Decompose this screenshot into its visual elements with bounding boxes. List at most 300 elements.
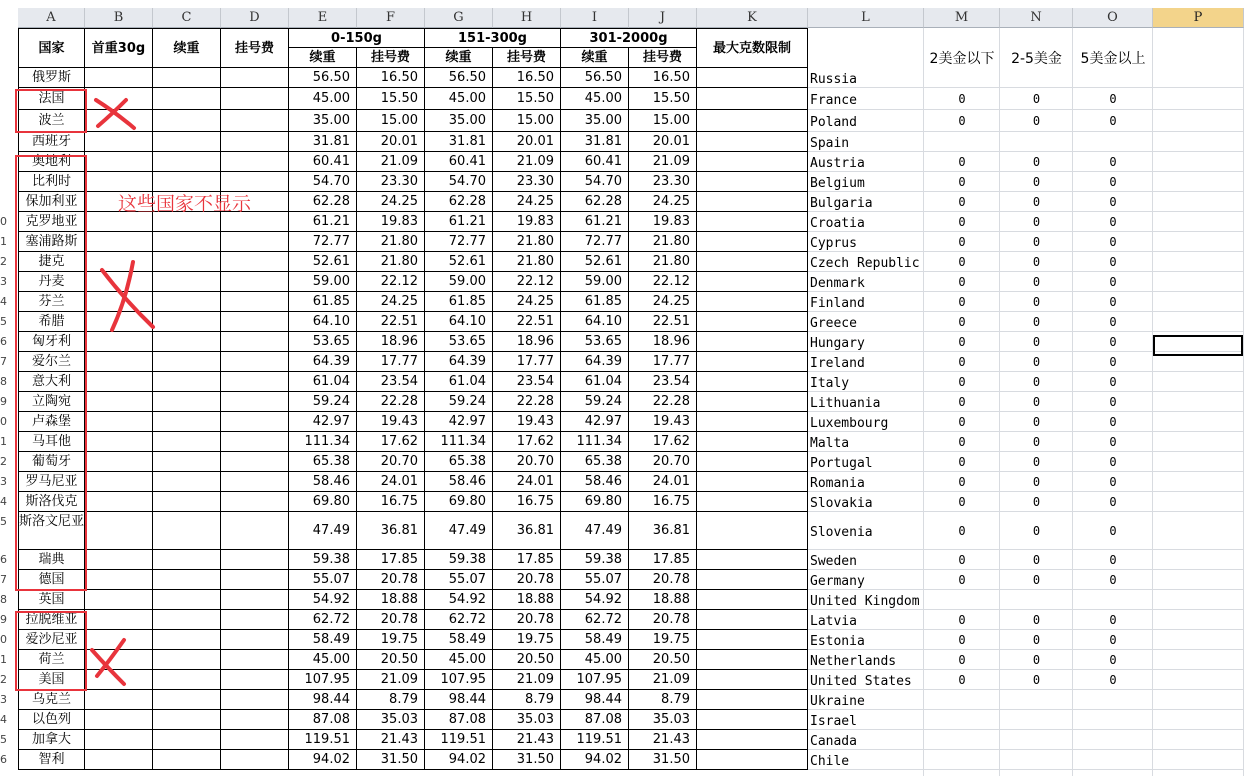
value-2-to-5-cell[interactable]: 0 bbox=[1032, 553, 1041, 567]
rate-continue-cell[interactable]: 53.65 bbox=[425, 332, 493, 352]
rate-register-cell[interactable]: 15.00 bbox=[493, 110, 561, 132]
value-over-5-cell[interactable]: 0 bbox=[1109, 395, 1117, 409]
rate-register-cell[interactable]: 24.01 bbox=[357, 472, 425, 492]
rate-continue-cell[interactable]: 87.08 bbox=[561, 710, 629, 730]
rate-continue-cell[interactable]: 56.50 bbox=[561, 68, 629, 88]
country-en-cell[interactable]: Finland bbox=[810, 296, 865, 311]
rate-continue-cell[interactable]: 62.72 bbox=[289, 610, 357, 630]
rate-continue-cell[interactable]: 64.39 bbox=[561, 352, 629, 372]
country-en-cell[interactable]: Romania bbox=[810, 476, 865, 491]
column-header-e[interactable]: E bbox=[289, 8, 357, 28]
rate-register-cell[interactable]: 18.96 bbox=[357, 332, 425, 352]
rate-register-cell[interactable]: 22.12 bbox=[493, 272, 561, 292]
rate-continue-cell[interactable]: 111.34 bbox=[425, 432, 493, 452]
rate-register-cell[interactable]: 19.43 bbox=[493, 412, 561, 432]
rate-continue-cell[interactable]: 59.00 bbox=[561, 272, 629, 292]
country-en-cell[interactable]: Sweden bbox=[810, 554, 857, 569]
row-number[interactable]: 4 bbox=[0, 295, 7, 308]
rate-continue-cell[interactable]: 42.97 bbox=[289, 412, 357, 432]
rate-register-cell[interactable]: 35.03 bbox=[357, 710, 425, 730]
country-en-cell[interactable]: Israel bbox=[810, 714, 857, 729]
country-cn-cell[interactable]: 塞浦路斯 bbox=[18, 232, 85, 252]
rate-continue-cell[interactable]: 61.04 bbox=[289, 372, 357, 392]
value-2-to-5-cell[interactable]: 0 bbox=[1032, 275, 1041, 289]
rate-continue-cell[interactable]: 56.50 bbox=[425, 68, 493, 88]
row-number[interactable]: 0 bbox=[0, 215, 7, 228]
column-header-j[interactable]: J bbox=[629, 8, 697, 28]
rate-continue-cell[interactable]: 54.70 bbox=[425, 172, 493, 192]
column-header-k[interactable]: K bbox=[697, 8, 808, 28]
rate-continue-cell[interactable]: 58.46 bbox=[561, 472, 629, 492]
value-over-5-cell[interactable]: 0 bbox=[1109, 573, 1117, 587]
rate-register-cell[interactable]: 22.28 bbox=[357, 392, 425, 412]
row-number[interactable]: 2 bbox=[0, 255, 7, 268]
rate-register-cell[interactable]: 16.75 bbox=[629, 492, 697, 512]
country-cn-cell[interactable]: 加拿大 bbox=[18, 730, 85, 750]
value-over-5-cell[interactable]: 0 bbox=[1109, 673, 1117, 687]
rate-continue-cell[interactable]: 61.85 bbox=[289, 292, 357, 312]
rate-continue-cell[interactable]: 59.00 bbox=[425, 272, 493, 292]
country-cn-cell[interactable]: 比利时 bbox=[18, 172, 85, 192]
rate-register-cell[interactable]: 21.80 bbox=[493, 252, 561, 272]
header-country[interactable]: 国家 bbox=[18, 28, 85, 68]
rate-register-cell[interactable]: 19.83 bbox=[493, 212, 561, 232]
rate-register-cell[interactable]: 21.43 bbox=[493, 730, 561, 750]
rate-register-cell[interactable]: 24.01 bbox=[629, 472, 697, 492]
country-en-cell[interactable]: Malta bbox=[810, 436, 850, 451]
rate-continue-cell[interactable]: 45.00 bbox=[561, 88, 629, 110]
rate-register-cell[interactable]: 21.80 bbox=[357, 232, 425, 252]
rate-continue-cell[interactable]: 94.02 bbox=[561, 750, 629, 770]
rate-continue-cell[interactable]: 59.24 bbox=[561, 392, 629, 412]
row-number[interactable]: 5 bbox=[0, 515, 7, 528]
rate-continue-cell[interactable]: 55.07 bbox=[289, 570, 357, 590]
rate-register-cell[interactable]: 19.83 bbox=[629, 212, 697, 232]
header-under-2[interactable]: 2美金以下 bbox=[929, 51, 995, 67]
value-2-to-5-cell[interactable]: 0 bbox=[1032, 235, 1041, 249]
rate-continue-cell[interactable]: 42.97 bbox=[561, 412, 629, 432]
column-header-h[interactable]: H bbox=[493, 8, 561, 28]
country-cn-cell[interactable]: 智利 bbox=[18, 750, 85, 770]
rate-register-cell[interactable]: 23.30 bbox=[493, 172, 561, 192]
rate-continue-cell[interactable]: 61.21 bbox=[289, 212, 357, 232]
rate-continue-cell[interactable]: 56.50 bbox=[289, 68, 357, 88]
value-2-to-5-cell[interactable]: 0 bbox=[1032, 395, 1041, 409]
value-over-5-cell[interactable]: 0 bbox=[1109, 475, 1117, 489]
value-over-5-cell[interactable]: 0 bbox=[1109, 495, 1117, 509]
value-2-to-5-cell[interactable]: 0 bbox=[1032, 435, 1041, 449]
rate-continue-cell[interactable]: 60.41 bbox=[561, 152, 629, 172]
rate-continue-cell[interactable]: 61.85 bbox=[425, 292, 493, 312]
rate-register-cell[interactable]: 20.78 bbox=[493, 610, 561, 630]
rate-continue-cell[interactable]: 65.38 bbox=[425, 452, 493, 472]
rate-continue-cell[interactable]: 45.00 bbox=[561, 650, 629, 670]
header-sub-register[interactable]: 挂号费 bbox=[493, 48, 561, 68]
rate-continue-cell[interactable]: 53.65 bbox=[289, 332, 357, 352]
rate-continue-cell[interactable]: 62.28 bbox=[425, 192, 493, 212]
rate-register-cell[interactable]: 16.75 bbox=[493, 492, 561, 512]
rate-register-cell[interactable]: 8.79 bbox=[629, 690, 697, 710]
rate-register-cell[interactable]: 23.30 bbox=[357, 172, 425, 192]
value-under-2-cell[interactable]: 0 bbox=[958, 114, 966, 128]
value-2-to-5-cell[interactable]: 0 bbox=[1032, 495, 1041, 509]
value-over-5-cell[interactable]: 0 bbox=[1109, 275, 1117, 289]
value-over-5-cell[interactable]: 0 bbox=[1109, 315, 1117, 329]
rate-continue-cell[interactable]: 98.44 bbox=[561, 690, 629, 710]
row-number[interactable]: 3 bbox=[0, 275, 7, 288]
value-2-to-5-cell[interactable]: 0 bbox=[1032, 215, 1041, 229]
rate-register-cell[interactable]: 20.78 bbox=[493, 570, 561, 590]
value-over-5-cell[interactable]: 0 bbox=[1109, 335, 1117, 349]
value-over-5-cell[interactable]: 0 bbox=[1109, 415, 1117, 429]
value-2-to-5-cell[interactable]: 0 bbox=[1032, 315, 1041, 329]
rate-register-cell[interactable]: 31.50 bbox=[629, 750, 697, 770]
rate-register-cell[interactable]: 15.50 bbox=[493, 88, 561, 110]
rate-register-cell[interactable]: 15.50 bbox=[357, 88, 425, 110]
rate-register-cell[interactable]: 20.70 bbox=[357, 452, 425, 472]
country-en-cell[interactable]: Czech Republic bbox=[810, 256, 920, 271]
value-under-2-cell[interactable]: 0 bbox=[958, 653, 966, 667]
rate-continue-cell[interactable]: 87.08 bbox=[425, 710, 493, 730]
rate-register-cell[interactable]: 24.25 bbox=[493, 292, 561, 312]
value-over-5-cell[interactable]: 0 bbox=[1109, 114, 1117, 128]
rate-continue-cell[interactable]: 61.85 bbox=[561, 292, 629, 312]
rate-register-cell[interactable]: 19.43 bbox=[357, 412, 425, 432]
value-under-2-cell[interactable]: 0 bbox=[958, 255, 966, 269]
country-cn-cell[interactable]: 爱尔兰 bbox=[18, 352, 85, 372]
country-en-cell[interactable]: Poland bbox=[810, 115, 857, 130]
column-header-b[interactable]: B bbox=[85, 8, 153, 28]
value-under-2-cell[interactable]: 0 bbox=[958, 215, 966, 229]
column-header-a[interactable]: A bbox=[18, 8, 85, 28]
rate-continue-cell[interactable]: 69.80 bbox=[425, 492, 493, 512]
row-number[interactable]: 5 bbox=[0, 315, 7, 328]
value-under-2-cell[interactable]: 0 bbox=[958, 455, 966, 469]
rate-continue-cell[interactable]: 54.70 bbox=[561, 172, 629, 192]
row-number[interactable]: 8 bbox=[0, 375, 7, 388]
rate-register-cell[interactable]: 15.00 bbox=[629, 110, 697, 132]
value-under-2-cell[interactable]: 0 bbox=[958, 435, 966, 449]
header-sub-continue[interactable]: 续重 bbox=[425, 48, 493, 68]
value-over-5-cell[interactable]: 0 bbox=[1109, 553, 1117, 567]
rate-register-cell[interactable]: 18.88 bbox=[493, 590, 561, 610]
rate-register-cell[interactable]: 35.03 bbox=[629, 710, 697, 730]
rate-continue-cell[interactable]: 98.44 bbox=[289, 690, 357, 710]
rate-continue-cell[interactable]: 45.00 bbox=[425, 650, 493, 670]
country-en-cell[interactable]: Russia bbox=[810, 72, 857, 87]
rate-register-cell[interactable]: 35.03 bbox=[493, 710, 561, 730]
rate-continue-cell[interactable]: 55.07 bbox=[425, 570, 493, 590]
rate-continue-cell[interactable]: 62.72 bbox=[561, 610, 629, 630]
value-2-to-5-cell[interactable]: 0 bbox=[1032, 375, 1041, 389]
rate-continue-cell[interactable]: 59.00 bbox=[289, 272, 357, 292]
value-over-5-cell[interactable]: 0 bbox=[1109, 295, 1117, 309]
column-header-n[interactable]: N bbox=[1000, 8, 1073, 28]
row-number[interactable]: 3 bbox=[0, 475, 7, 488]
rate-continue-cell[interactable]: 72.77 bbox=[289, 232, 357, 252]
country-en-cell[interactable]: United Kingdom bbox=[810, 594, 920, 609]
rate-register-cell[interactable]: 18.96 bbox=[629, 332, 697, 352]
rate-continue-cell[interactable]: 94.02 bbox=[425, 750, 493, 770]
rate-continue-cell[interactable]: 119.51 bbox=[289, 730, 357, 750]
rate-register-cell[interactable]: 17.77 bbox=[629, 352, 697, 372]
value-2-to-5-cell[interactable]: 0 bbox=[1032, 415, 1041, 429]
rate-continue-cell[interactable]: 52.61 bbox=[561, 252, 629, 272]
value-over-5-cell[interactable]: 0 bbox=[1109, 195, 1117, 209]
value-2-to-5-cell[interactable]: 0 bbox=[1032, 175, 1041, 189]
rate-register-cell[interactable]: 21.43 bbox=[357, 730, 425, 750]
rate-continue-cell[interactable]: 35.00 bbox=[289, 110, 357, 132]
rate-continue-cell[interactable]: 61.21 bbox=[425, 212, 493, 232]
rate-continue-cell[interactable]: 64.39 bbox=[425, 352, 493, 372]
row-number[interactable]: 8 bbox=[0, 593, 7, 606]
country-cn-cell[interactable]: 克罗地亚 bbox=[18, 212, 85, 232]
rate-continue-cell[interactable]: 58.49 bbox=[289, 630, 357, 650]
rate-continue-cell[interactable]: 64.10 bbox=[425, 312, 493, 332]
country-en-cell[interactable]: Slovakia bbox=[810, 496, 873, 511]
rate-register-cell[interactable]: 20.01 bbox=[357, 132, 425, 152]
rate-register-cell[interactable]: 22.12 bbox=[629, 272, 697, 292]
country-cn-cell[interactable]: 以色列 bbox=[18, 710, 85, 730]
value-under-2-cell[interactable]: 0 bbox=[958, 573, 966, 587]
rate-register-cell[interactable]: 16.50 bbox=[493, 68, 561, 88]
rate-register-cell[interactable]: 36.81 bbox=[493, 512, 561, 550]
header-range-151-300[interactable]: 151-300g bbox=[425, 28, 561, 48]
rate-continue-cell[interactable]: 65.38 bbox=[561, 452, 629, 472]
country-en-cell[interactable]: Italy bbox=[810, 376, 850, 391]
value-under-2-cell[interactable]: 0 bbox=[958, 315, 966, 329]
rate-continue-cell[interactable]: 47.49 bbox=[425, 512, 493, 550]
header-first-weight[interactable]: 首重30g bbox=[85, 28, 153, 68]
value-under-2-cell[interactable]: 0 bbox=[958, 175, 966, 189]
country-cn-cell[interactable]: 希腊 bbox=[18, 312, 85, 332]
country-cn-cell[interactable]: 波兰 bbox=[18, 110, 85, 132]
rate-register-cell[interactable]: 16.50 bbox=[357, 68, 425, 88]
value-2-to-5-cell[interactable]: 0 bbox=[1032, 92, 1041, 106]
country-cn-cell[interactable]: 俄罗斯 bbox=[18, 68, 85, 88]
row-number[interactable]: 1 bbox=[0, 653, 7, 666]
country-en-cell[interactable]: Belgium bbox=[810, 176, 865, 191]
value-over-5-cell[interactable]: 0 bbox=[1109, 524, 1117, 538]
rate-register-cell[interactable]: 8.79 bbox=[357, 690, 425, 710]
country-cn-cell[interactable]: 斯洛伐克 bbox=[18, 492, 85, 512]
rate-continue-cell[interactable]: 59.38 bbox=[289, 550, 357, 570]
rate-register-cell[interactable]: 22.28 bbox=[629, 392, 697, 412]
rate-register-cell[interactable]: 23.54 bbox=[493, 372, 561, 392]
rate-continue-cell[interactable]: 53.65 bbox=[561, 332, 629, 352]
rate-continue-cell[interactable]: 65.38 bbox=[289, 452, 357, 472]
country-en-cell[interactable]: Latvia bbox=[810, 614, 857, 629]
rate-register-cell[interactable]: 21.09 bbox=[629, 670, 697, 690]
rate-continue-cell[interactable]: 107.95 bbox=[425, 670, 493, 690]
country-cn-cell[interactable]: 芬兰 bbox=[18, 292, 85, 312]
rate-continue-cell[interactable]: 60.41 bbox=[289, 152, 357, 172]
rate-register-cell[interactable]: 23.54 bbox=[357, 372, 425, 392]
rate-continue-cell[interactable]: 59.38 bbox=[561, 550, 629, 570]
row-number[interactable]: 2 bbox=[0, 673, 7, 686]
rate-continue-cell[interactable]: 64.39 bbox=[289, 352, 357, 372]
rate-continue-cell[interactable]: 72.77 bbox=[561, 232, 629, 252]
country-cn-cell[interactable]: 奥地利 bbox=[18, 152, 85, 172]
country-en-cell[interactable]: Chile bbox=[810, 754, 850, 769]
rate-continue-cell[interactable]: 61.21 bbox=[561, 212, 629, 232]
rate-continue-cell[interactable]: 45.00 bbox=[425, 88, 493, 110]
rate-register-cell[interactable]: 22.51 bbox=[493, 312, 561, 332]
rate-register-cell[interactable]: 21.09 bbox=[357, 152, 425, 172]
country-en-cell[interactable]: Portugal bbox=[810, 456, 873, 471]
value-over-5-cell[interactable]: 0 bbox=[1109, 375, 1117, 389]
rate-continue-cell[interactable]: 58.46 bbox=[425, 472, 493, 492]
row-number[interactable]: 4 bbox=[0, 713, 7, 726]
value-over-5-cell[interactable]: 0 bbox=[1109, 455, 1117, 469]
rate-register-cell[interactable]: 20.50 bbox=[357, 650, 425, 670]
rate-register-cell[interactable]: 17.85 bbox=[493, 550, 561, 570]
value-2-to-5-cell[interactable]: 0 bbox=[1032, 613, 1041, 627]
rate-continue-cell[interactable]: 69.80 bbox=[561, 492, 629, 512]
rate-continue-cell[interactable]: 111.34 bbox=[289, 432, 357, 452]
country-cn-cell[interactable]: 斯洛文尼亚 bbox=[18, 512, 85, 550]
rate-register-cell[interactable]: 21.09 bbox=[493, 152, 561, 172]
rate-register-cell[interactable]: 31.50 bbox=[493, 750, 561, 770]
rate-continue-cell[interactable]: 31.81 bbox=[425, 132, 493, 152]
rate-continue-cell[interactable]: 31.81 bbox=[289, 132, 357, 152]
rate-register-cell[interactable]: 20.78 bbox=[629, 610, 697, 630]
rate-register-cell[interactable]: 21.80 bbox=[357, 252, 425, 272]
rate-continue-cell[interactable]: 35.00 bbox=[561, 110, 629, 132]
country-en-cell[interactable]: Ireland bbox=[810, 356, 865, 371]
rate-register-cell[interactable]: 17.77 bbox=[493, 352, 561, 372]
header-sub-register[interactable]: 挂号费 bbox=[629, 48, 697, 68]
value-under-2-cell[interactable]: 0 bbox=[958, 395, 966, 409]
rate-register-cell[interactable]: 19.75 bbox=[357, 630, 425, 650]
rate-continue-cell[interactable]: 54.92 bbox=[561, 590, 629, 610]
value-over-5-cell[interactable]: 0 bbox=[1109, 92, 1117, 106]
country-en-cell[interactable]: Germany bbox=[810, 574, 865, 589]
rate-register-cell[interactable]: 21.09 bbox=[357, 670, 425, 690]
rate-continue-cell[interactable]: 42.97 bbox=[425, 412, 493, 432]
value-over-5-cell[interactable]: 0 bbox=[1109, 633, 1117, 647]
rate-register-cell[interactable]: 23.30 bbox=[629, 172, 697, 192]
value-under-2-cell[interactable]: 0 bbox=[958, 235, 966, 249]
value-2-to-5-cell[interactable]: 0 bbox=[1032, 573, 1041, 587]
country-en-cell[interactable]: Lithuania bbox=[810, 396, 881, 411]
column-header-i[interactable]: I bbox=[561, 8, 629, 28]
row-number[interactable]: 0 bbox=[0, 415, 7, 428]
rate-continue-cell[interactable]: 59.24 bbox=[425, 392, 493, 412]
country-en-cell[interactable]: Austria bbox=[810, 156, 865, 171]
header-sub-register[interactable]: 挂号费 bbox=[357, 48, 425, 68]
row-number[interactable]: 9 bbox=[0, 395, 7, 408]
country-cn-cell[interactable]: 葡萄牙 bbox=[18, 452, 85, 472]
value-over-5-cell[interactable]: 0 bbox=[1109, 613, 1117, 627]
rate-register-cell[interactable]: 8.79 bbox=[493, 690, 561, 710]
country-en-cell[interactable]: Cyprus bbox=[810, 236, 857, 251]
value-over-5-cell[interactable]: 0 bbox=[1109, 435, 1117, 449]
rate-continue-cell[interactable]: 64.10 bbox=[561, 312, 629, 332]
column-header-c[interactable]: C bbox=[153, 8, 221, 28]
rate-register-cell[interactable]: 20.78 bbox=[357, 610, 425, 630]
country-en-cell[interactable]: Hungary bbox=[810, 336, 865, 351]
row-number[interactable]: 1 bbox=[0, 435, 7, 448]
rate-continue-cell[interactable]: 59.24 bbox=[289, 392, 357, 412]
country-cn-cell[interactable]: 丹麦 bbox=[18, 272, 85, 292]
rate-register-cell[interactable]: 20.50 bbox=[493, 650, 561, 670]
rate-continue-cell[interactable]: 59.38 bbox=[425, 550, 493, 570]
rate-continue-cell[interactable]: 119.51 bbox=[425, 730, 493, 750]
column-header-f[interactable]: F bbox=[357, 8, 425, 28]
rate-register-cell[interactable]: 16.75 bbox=[357, 492, 425, 512]
country-en-cell[interactable]: Denmark bbox=[810, 276, 865, 291]
rate-register-cell[interactable]: 21.80 bbox=[629, 232, 697, 252]
value-2-to-5-cell[interactable]: 0 bbox=[1032, 455, 1041, 469]
country-cn-cell[interactable]: 捷克 bbox=[18, 252, 85, 272]
value-under-2-cell[interactable]: 0 bbox=[958, 355, 966, 369]
rate-register-cell[interactable]: 15.00 bbox=[357, 110, 425, 132]
rate-register-cell[interactable]: 21.43 bbox=[629, 730, 697, 750]
rate-continue-cell[interactable]: 62.28 bbox=[561, 192, 629, 212]
rate-register-cell[interactable]: 36.81 bbox=[357, 512, 425, 550]
rate-register-cell[interactable]: 22.51 bbox=[629, 312, 697, 332]
rate-continue-cell[interactable]: 55.07 bbox=[561, 570, 629, 590]
rate-continue-cell[interactable]: 58.49 bbox=[561, 630, 629, 650]
country-en-cell[interactable]: Ukraine bbox=[810, 694, 865, 709]
header-sub-continue[interactable]: 续重 bbox=[289, 48, 357, 68]
country-cn-cell[interactable]: 保加利亚 bbox=[18, 192, 85, 212]
rate-register-cell[interactable]: 21.80 bbox=[493, 232, 561, 252]
rate-register-cell[interactable]: 22.51 bbox=[357, 312, 425, 332]
country-cn-cell[interactable]: 法国 bbox=[18, 88, 85, 110]
value-2-to-5-cell[interactable]: 0 bbox=[1032, 335, 1041, 349]
country-en-cell[interactable]: France bbox=[810, 93, 857, 108]
country-cn-cell[interactable]: 匈牙利 bbox=[18, 332, 85, 352]
value-under-2-cell[interactable]: 0 bbox=[958, 275, 966, 289]
selected-cell-cursor[interactable] bbox=[1153, 335, 1243, 356]
rate-continue-cell[interactable]: 35.00 bbox=[425, 110, 493, 132]
rate-continue-cell[interactable]: 111.34 bbox=[561, 432, 629, 452]
rate-continue-cell[interactable]: 31.81 bbox=[561, 132, 629, 152]
value-under-2-cell[interactable]: 0 bbox=[958, 92, 966, 106]
country-en-cell[interactable]: Estonia bbox=[810, 634, 865, 649]
row-number[interactable]: 7 bbox=[0, 355, 7, 368]
rate-continue-cell[interactable]: 54.92 bbox=[289, 590, 357, 610]
rate-continue-cell[interactable]: 61.04 bbox=[561, 372, 629, 392]
country-en-cell[interactable]: Spain bbox=[810, 136, 850, 151]
rate-continue-cell[interactable]: 69.80 bbox=[289, 492, 357, 512]
rate-register-cell[interactable]: 24.01 bbox=[493, 472, 561, 492]
rate-register-cell[interactable]: 19.43 bbox=[629, 412, 697, 432]
country-cn-cell[interactable]: 英国 bbox=[18, 590, 85, 610]
value-2-to-5-cell[interactable]: 0 bbox=[1032, 255, 1041, 269]
rate-register-cell[interactable]: 16.50 bbox=[629, 68, 697, 88]
value-over-5-cell[interactable]: 0 bbox=[1109, 355, 1117, 369]
rate-register-cell[interactable]: 17.77 bbox=[357, 352, 425, 372]
value-2-to-5-cell[interactable]: 0 bbox=[1032, 355, 1041, 369]
country-cn-cell[interactable]: 乌克兰 bbox=[18, 690, 85, 710]
row-number[interactable]: 6 bbox=[0, 553, 7, 566]
rate-register-cell[interactable]: 23.54 bbox=[629, 372, 697, 392]
rate-continue-cell[interactable]: 60.41 bbox=[425, 152, 493, 172]
rate-register-cell[interactable]: 24.25 bbox=[629, 292, 697, 312]
rate-register-cell[interactable]: 20.78 bbox=[629, 570, 697, 590]
rate-register-cell[interactable]: 22.12 bbox=[357, 272, 425, 292]
rate-register-cell[interactable]: 19.75 bbox=[629, 630, 697, 650]
rate-register-cell[interactable]: 18.96 bbox=[493, 332, 561, 352]
value-over-5-cell[interactable]: 0 bbox=[1109, 215, 1117, 229]
rate-register-cell[interactable]: 17.62 bbox=[493, 432, 561, 452]
rate-register-cell[interactable]: 20.78 bbox=[357, 570, 425, 590]
country-cn-cell[interactable]: 罗马尼亚 bbox=[18, 472, 85, 492]
value-under-2-cell[interactable]: 0 bbox=[958, 553, 966, 567]
